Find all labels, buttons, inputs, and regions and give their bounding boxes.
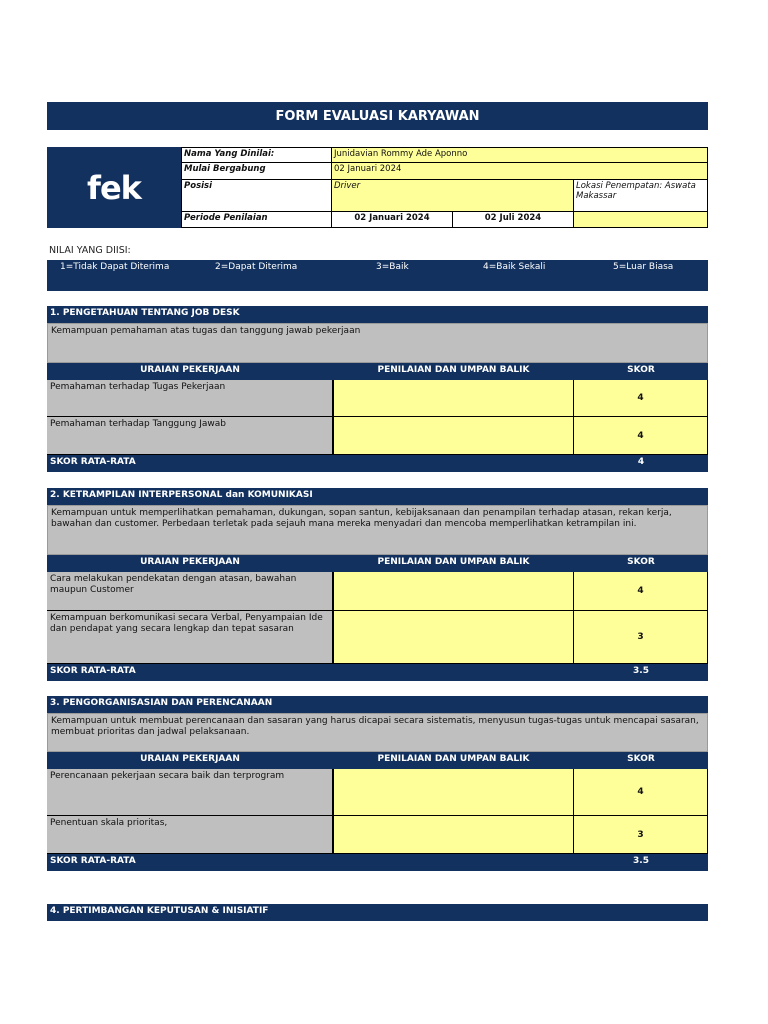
penilaian-cell[interactable] (333, 380, 574, 417)
section-2-column-header (47, 555, 708, 572)
section-1-title: 1. PENGETAHUAN TENTANG JOB DESK (47, 306, 708, 323)
average-label: SKOR RATA-RATA (50, 856, 136, 866)
mulai-label: Mulai Bergabung (181, 162, 332, 180)
mulai-value[interactable]: 02 Januari 2024 (331, 162, 708, 180)
col-skor: SKOR (627, 557, 655, 567)
skor-cell[interactable]: 4 (574, 572, 708, 611)
periode-start[interactable]: 02 Januari 2024 (331, 211, 453, 228)
nilai-label: NILAI YANG DIISI: (49, 245, 131, 256)
col-skor: SKOR (627, 365, 655, 375)
table-row (47, 572, 708, 611)
table-row (47, 380, 708, 417)
col-uraian: URAIAN PEKERJAAN (140, 557, 240, 567)
legend-item: 3=Baik (376, 262, 409, 272)
section-4-title: 4. PERTIMBANGAN KEPUTUSAN & INISIATIF (47, 904, 708, 921)
section-1-column-header (47, 363, 708, 380)
uraian-cell: Pemahaman terhadap Tugas Pekerjaan (47, 380, 333, 417)
section-3-title: 3. PENGORGANISASIAN DAN PERENCANAAN (47, 696, 708, 713)
penilaian-cell[interactable] (333, 769, 574, 816)
periode-label: Periode Penilaian (181, 211, 332, 228)
legend-item: 1=Tidak Dapat Diterima (60, 262, 170, 272)
posisi-value[interactable]: Driver (331, 179, 574, 212)
section-3-description: Kemampuan untuk membuat perencanaan dan sasaran yang harus dicapai secara sistematis, menyusun tugas-tugas untuk mencapai sasaran, membuat prioritas dan jadwal pelaksanaan. (47, 713, 708, 752)
col-uraian: URAIAN PEKERJAAN (140, 754, 240, 764)
section-2-description: Kemampuan untuk memperlihatkan pemahaman, dukungan, sopan santun, kebijaksanaan dan penampilan terhadap atasan, rekan kerja, bawahan dan customer. Perbedaan terletak pada sejauh mana mereka menyadari dan mencoba memperlihatkan ketrampilan ini. (47, 505, 708, 555)
skor-cell[interactable]: 4 (574, 417, 708, 455)
posisi-label: Posisi (181, 179, 332, 212)
periode-end[interactable]: 02 Juli 2024 (452, 211, 574, 228)
average-value: 3.5 (633, 856, 649, 866)
average-label: SKOR RATA-RATA (50, 666, 136, 676)
penilaian-cell[interactable] (333, 417, 574, 455)
section-3-column-header (47, 752, 708, 769)
uraian-cell: Perencanaan pekerjaan secara baik dan terprogram (47, 769, 333, 816)
section-1-average (47, 455, 708, 472)
average-value: 3.5 (633, 666, 649, 676)
col-penilaian: PENILAIAN DAN UMPAN BALIK (377, 754, 530, 764)
section-3-average (47, 854, 708, 871)
skor-cell[interactable]: 4 (574, 769, 708, 816)
score-legend (47, 260, 708, 291)
skor-cell[interactable]: 4 (574, 380, 708, 417)
legend-item: 4=Baik Sekali (483, 262, 546, 272)
table-row (47, 816, 708, 854)
legend-item: 2=Dapat Diterima (215, 262, 298, 272)
section-1-description: Kemampuan pemahaman atas tugas dan tanggung jawab pekerjaan (47, 323, 708, 363)
uraian-cell: Pemahaman terhadap Tanggung Jawab (47, 417, 333, 455)
penilaian-cell[interactable] (333, 816, 574, 854)
col-uraian: URAIAN PEKERJAAN (140, 365, 240, 375)
nama-label: Nama Yang Dinilai: (181, 147, 332, 163)
uraian-cell: Kemampuan berkomunikasi secara Verbal, Penyampaian Ide dan pendapat yang secara lengkap dan tepat sasaran (47, 611, 333, 664)
table-row (47, 417, 708, 455)
average-value: 4 (637, 457, 645, 467)
nama-value[interactable]: Junidavian Rommy Ade Aponno (331, 147, 708, 163)
employee-info-table (181, 147, 708, 228)
form-title: FORM EVALUASI KARYAWAN (47, 102, 708, 130)
skor-cell[interactable]: 3 (574, 816, 708, 854)
uraian-cell: Cara melakukan pendekatan dengan atasan, bawahan maupun Customer (47, 572, 333, 611)
penilaian-cell[interactable] (333, 611, 574, 664)
col-skor: SKOR (627, 754, 655, 764)
penilaian-cell[interactable] (333, 572, 574, 611)
company-logo (47, 147, 181, 228)
section-2-average (47, 664, 708, 681)
legend-item: 5=Luar Biasa (613, 262, 674, 272)
table-row (47, 769, 708, 816)
average-label: SKOR RATA-RATA (50, 457, 136, 467)
lokasi-value[interactable]: Lokasi Penempatan: Aswata Makassar (573, 179, 708, 212)
skor-cell[interactable]: 3 (574, 611, 708, 664)
uraian-cell: Penentuan skala prioritas, (47, 816, 333, 854)
table-row (47, 611, 708, 664)
col-penilaian: PENILAIAN DAN UMPAN BALIK (377, 557, 530, 567)
section-2-title: 2. KETRAMPILAN INTERPERSONAL dan KOMUNIKASI (47, 488, 708, 505)
col-penilaian: PENILAIAN DAN UMPAN BALIK (377, 365, 530, 375)
logo-text: fek (87, 168, 141, 207)
periode-extra[interactable] (573, 211, 708, 228)
